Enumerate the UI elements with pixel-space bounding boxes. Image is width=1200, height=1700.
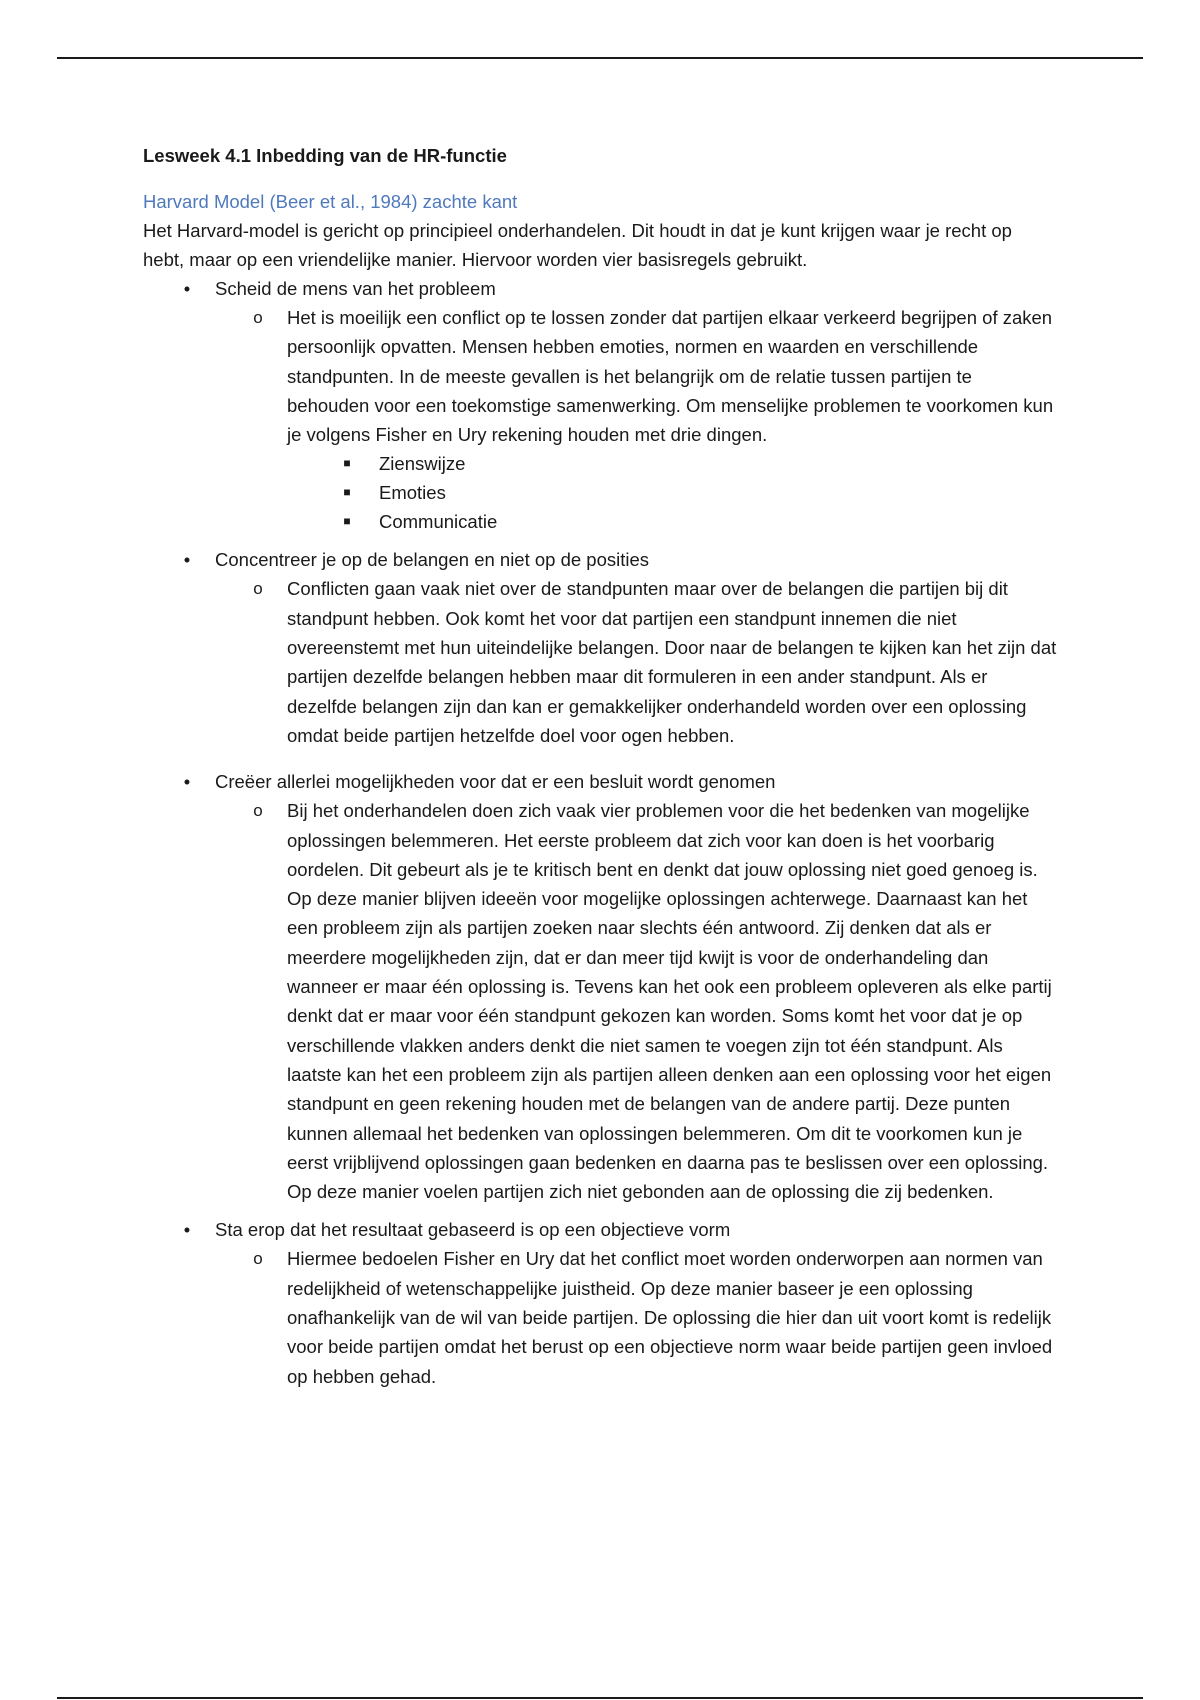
bullet-dot-icon: • <box>183 771 191 793</box>
list-item-detail <box>215 1244 1058 1390</box>
intro-paragraph: Het Harvard-model is gericht op principieel onderhandelen. Dit houdt in dat je kunt krijgen waar je recht op hebt, maar op een vriendelijke manier. Hiervoor worden vier basisregels gebruikt. <box>143 220 1012 270</box>
bullet-circle-icon: o <box>253 308 263 327</box>
rule-detail-list <box>215 303 1058 536</box>
rule-title: Concentreer je op de belangen en niet op de posities <box>215 549 650 571</box>
bullet-dot-icon: • <box>183 278 191 299</box>
header-rule <box>57 57 1143 59</box>
rule-text: Hiermee bedoelen Fisher en Ury dat het conflict moet worden onderworpen aan normen van redelijkheid of wetenschappelijke juistheid. Op deze manier baseer je een oplossing onafhankelijk van de wil van beide partijen. De oplossing die hier dan uit voort komt is redelijk voor beide partijen omdat het berust op een objectieve norm waar beide partijen geen invloed op hebben gehad. <box>287 1248 1053 1387</box>
rule-detail-list <box>215 1244 1058 1390</box>
bullet-square-icon: ■ <box>343 456 351 471</box>
rule-text: Het is moeilijk een conflict op te lossen zonder dat partijen elkaar verkeerd begrijpen of zaken persoonlijk opvatten. Mensen hebben emoties, normen en waarden en verschillende standpunten. In de meeste gevallen is het belangrijk om de relatie tussen partijen te behouden voor een toekomstige samenwerking. Om menselijke problemen te voorkomen kun je volgens Fisher en Ury rekening houden met drie dingen. <box>287 307 1054 446</box>
bullet-circle-icon: o <box>253 801 263 821</box>
rule-text: Conflicten gaan vaak niet over de standpunten maar over de belangen die partijen bij dit standpunt hebben. Ook komt het voor dat partijen een standpunt innemen die niet overeenstemt met hun uiteindelijke belangen. Door naar de belangen te kijken kan het zijn dat partijen dezelfde belangen hebben maar dit formuleren in een ander standpunt. Als er dezelfde belangen zijn dan kan er gemakkelijker onderhandeld worden over een oplossing omdat beide partijen hetzelfde doel voor ogen hebben. <box>287 578 1057 746</box>
bullet-circle-icon: o <box>253 579 263 599</box>
sub-item-label: Zienswijze <box>379 453 466 475</box>
list-item-sub <box>287 507 1058 536</box>
rule-text: Bij het onderhandelen doen zich vaak vier problemen voor die het bedenken van mogelijke oplossingen belemmeren. Het eerste probleem dat zich voor kan doen is het voorbarig oordelen. Dit gebeurt als je te kritisch bent en denkt dat jouw oplossing niet goed genoeg is. Op deze manier blijven ideeën voor mogelijke oplossingen achterwege. Daarnaast kan het een probleem zijn als partijen zoeken naar slechts één antwoord. Zij denken dat als er meerdere mogelijkheden zijn, dat er dan meer tijd kwijt is voor de onderhandeling dan wanneer er maar één oplossing is. Tevens kan het ook een probleem opleveren als elke partij denkt dat er maar voor één standpunt gekozen kan worden. Soms komt het voor dat je op verschillende vlakken anders denkt die niet samen te voegen zijn tot één standpunt. Als laatste kan het een probleem zijn als partijen alleen denken aan een oplossing voor het eigen standpunt en geen rekening houden met de belangen van de andere partij. Deze punten kunnen allemaal het bedenken van oplossingen belemmeren. Om dit te voorkomen kun je eerst vrijblijvend oplossingen gaan bedenken en daarna pas te beslissen over een oplossing. Op deze manier voelen partijen zich niet gebonden aan de oplossing die zij bedenken. <box>287 800 1052 1203</box>
bullet-square-icon: ■ <box>343 514 351 529</box>
section-heading: Harvard Model (Beer et al., 1984) zachte kant <box>143 191 518 212</box>
rule-title: Creëer allerlei mogelijkheden voor dat er een besluit wordt genomen <box>215 771 776 793</box>
sub-item-label: Communicatie <box>379 511 498 533</box>
list-item-rule-2 <box>143 545 1058 750</box>
basic-rules-list <box>143 274 1058 1391</box>
document-body <box>143 141 1058 1391</box>
rule-title: Sta erop dat het resultaat gebaseerd is op een objectieve vorm <box>215 1219 731 1241</box>
list-item-detail <box>215 303 1058 536</box>
sub-items-list <box>287 449 1058 536</box>
sub-item-label: Emoties <box>379 482 446 504</box>
rule-title: Scheid de mens van het probleem <box>215 278 496 299</box>
list-item-sub <box>287 478 1058 507</box>
list-item-rule-3 <box>143 767 1058 1206</box>
list-item-rule-1 <box>143 274 1058 536</box>
rule-detail-list <box>215 796 1058 1206</box>
page-title: Lesweek 4.1 Inbedding van de HR-functie <box>143 145 507 166</box>
bullet-square-icon: ■ <box>343 485 351 500</box>
bullet-dot-icon: • <box>183 549 191 571</box>
rule-detail-list <box>215 574 1058 750</box>
list-item-rule-4 <box>143 1215 1058 1390</box>
list-item-sub <box>287 449 1058 478</box>
bullet-circle-icon: o <box>253 1249 263 1269</box>
footer-rule <box>57 1697 1143 1699</box>
bullet-dot-icon: • <box>183 1219 191 1241</box>
list-item-detail <box>215 796 1058 1206</box>
list-item-detail <box>215 574 1058 750</box>
